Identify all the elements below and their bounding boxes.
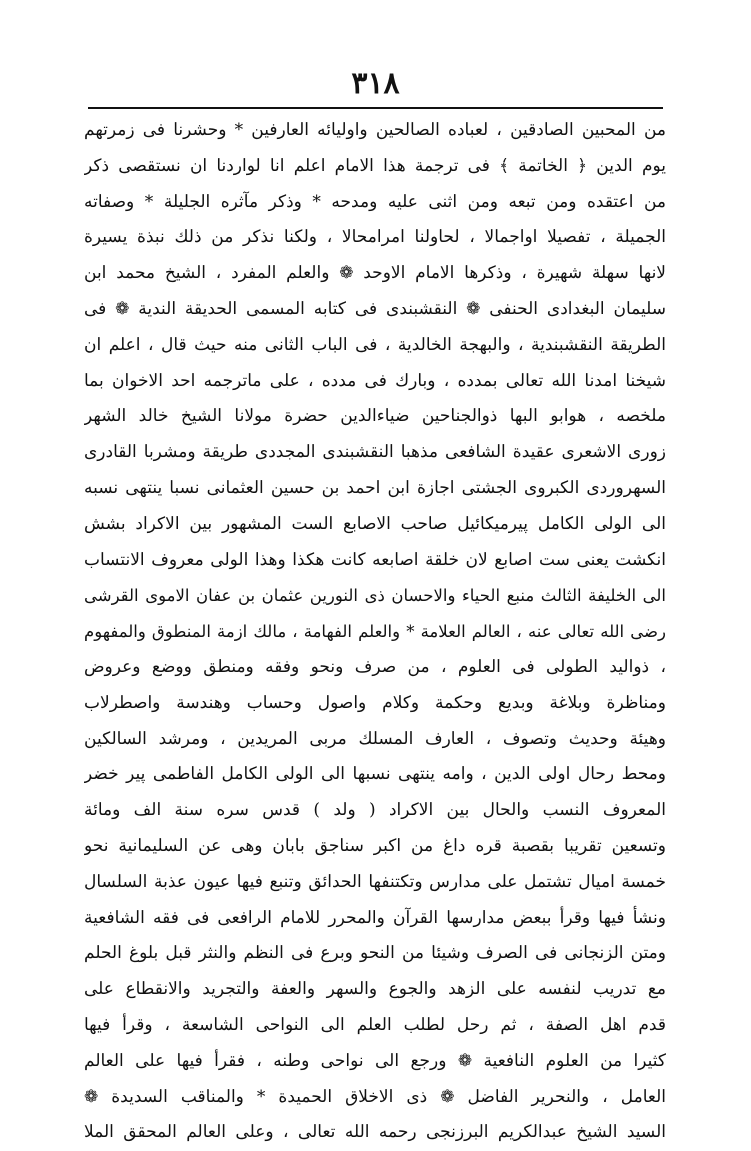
text-line: لانها سهلة شهيرة ، وذكرها الامام الاوحد ❁ والعلم المفرد ، الشيخ محمد ابن bbox=[84, 263, 666, 284]
text-line: من اعتقده ومن تبعه ومن اثنى عليه ومدحه * وذكر مآثره الجليلة * وصفاته bbox=[84, 191, 666, 212]
text-line: انكشت يعنى ست اصابع لان خلقة اصابعه كانت هكذا وهذا الولى معروف الانتساب bbox=[84, 549, 666, 570]
text-line: من المحبين الصادقين ، لعباده الصالحين واوليائه العارفين * وحشرنا فى زمرتهم bbox=[84, 120, 666, 140]
text-line: ومتن الزنجانى فى الصرف وشيئا من النحو وبرع فى النظم والنثر قبل بلوغ الحلم bbox=[84, 943, 666, 964]
body-text bbox=[84, 113, 666, 1151]
text-line: وهيئة وحديث وتصوف ، العارف المسلك مربى المريدين ، ومرشد السالكين bbox=[84, 728, 666, 749]
text-line: زورى الاشعرى عقيدة الشافعى مذهبا النقشبندى المجددى طريقة ومشربا القادرى bbox=[84, 442, 666, 463]
text-line: كثيرا من العلوم النافعية ❁ ورجع الى نواحى وطنه ، فقرأ فيها على العالم bbox=[84, 1050, 666, 1071]
text-line: السيد الشيخ عبدالكريم البرزنجى رحمه الله تعالى ، وعلى العالم المحقق الملا bbox=[84, 1122, 666, 1143]
text-line: ومحط رحال اولى الدين ، وامه ينتهى نسبها الى الولى الكامل الفاطمى پير خضر bbox=[84, 764, 666, 785]
text-line: الطريقة النقشبندية ، والبهجة الخالدية ، فى الباب الثانى منه حيث قال ، اعلم ان bbox=[84, 334, 666, 355]
text-line: رضى الله تعالى عنه ، العالم العلامة * والعلم الفهامة ، مالك ازمة المنطوق والمفهوم bbox=[84, 622, 666, 642]
text-line: ومناظرة وبلاغة وبديع وحكمة وكلام واصول وحساب وهندسة واصطرلاب bbox=[84, 692, 666, 713]
text-line: السهروردى الكبروى الجشتى اجازة ابن احمد بن حسين العثمانى نسبا ينتهى نسبه bbox=[84, 477, 666, 498]
text-line: ملخصه ، هوابو البها ذوالجناحين ضياءالدين حضرة مولانا الشيخ خالد الشهر bbox=[84, 406, 666, 427]
text-line: الى الولى الكامل پيرميكائيل صاحب الاصابع الست المشهور بين الاكراد بشش bbox=[84, 513, 666, 534]
text-line: المعروف النسب والحال بين الاكراد ( ولد ) قدس سره سنة الف ومائة bbox=[84, 800, 666, 821]
text-line: ونشأ فيها وقرأ ببعض مدارسها القرآن والمحرر للامام الرافعى فى فقه الشافعية bbox=[84, 907, 666, 928]
text-line: الجميلة ، تفصيلا اواجمالا ، لحاولنا امرامحالا ، ولكنا نذكر من ذلك نبذة يسيرة bbox=[84, 227, 666, 248]
text-line: الى الخليفة الثالث منبع الحياء والاحسان ذى النورين عثمان بن عفان الاموى القرشى bbox=[84, 586, 666, 606]
text-line: العامل ، والنحرير الفاضل ❁ ذى الاخلاق الحميدة * والمناقب السديدة ❁ bbox=[84, 1086, 666, 1107]
text-line: يوم الدين ﴿ الخاتمة ﴾ فى ترجمة هذا الامام اعلم انا لواردنا ان نستقصى ذكر bbox=[84, 155, 666, 176]
text-line: سليمان البغدادى الحنفى ❁ النقشبندى فى كتابه المسمى الحديقة الندية ❁ فى bbox=[84, 298, 666, 319]
text-line: شيخنا امدنا الله تعالى بمدده ، وبارك فى مدده ، على ماترجمه احد الاخوان بما bbox=[84, 370, 666, 391]
text-line: مع تدريب لنفسه على الزهد والجوع والسهر والعفة والتجريد والانقطاع على bbox=[84, 979, 666, 1000]
text-line: ، ذواليد الطولى فى العلوم ، من صرف ونحو وفقه ومنطق ووضع وعروض bbox=[84, 656, 666, 677]
header-rule bbox=[88, 107, 663, 109]
text-line: وتسعين تقريبا بقصبة قره داغ من اكبر سناجق بابان وهى عن السليمانية نحو bbox=[84, 835, 666, 856]
page-number: ٣١٨ bbox=[351, 66, 400, 101]
text-line: خمسة اميال تشتمل على مدارس وتكتنفها الحدائق وتنبع فيها عيون عذبة السلسال bbox=[84, 871, 666, 892]
text-line: قدم اهل الصفة ، ثم رحل لطلب العلم الى النواحى الشاسعة ، وقرأ فيها bbox=[84, 1014, 666, 1035]
